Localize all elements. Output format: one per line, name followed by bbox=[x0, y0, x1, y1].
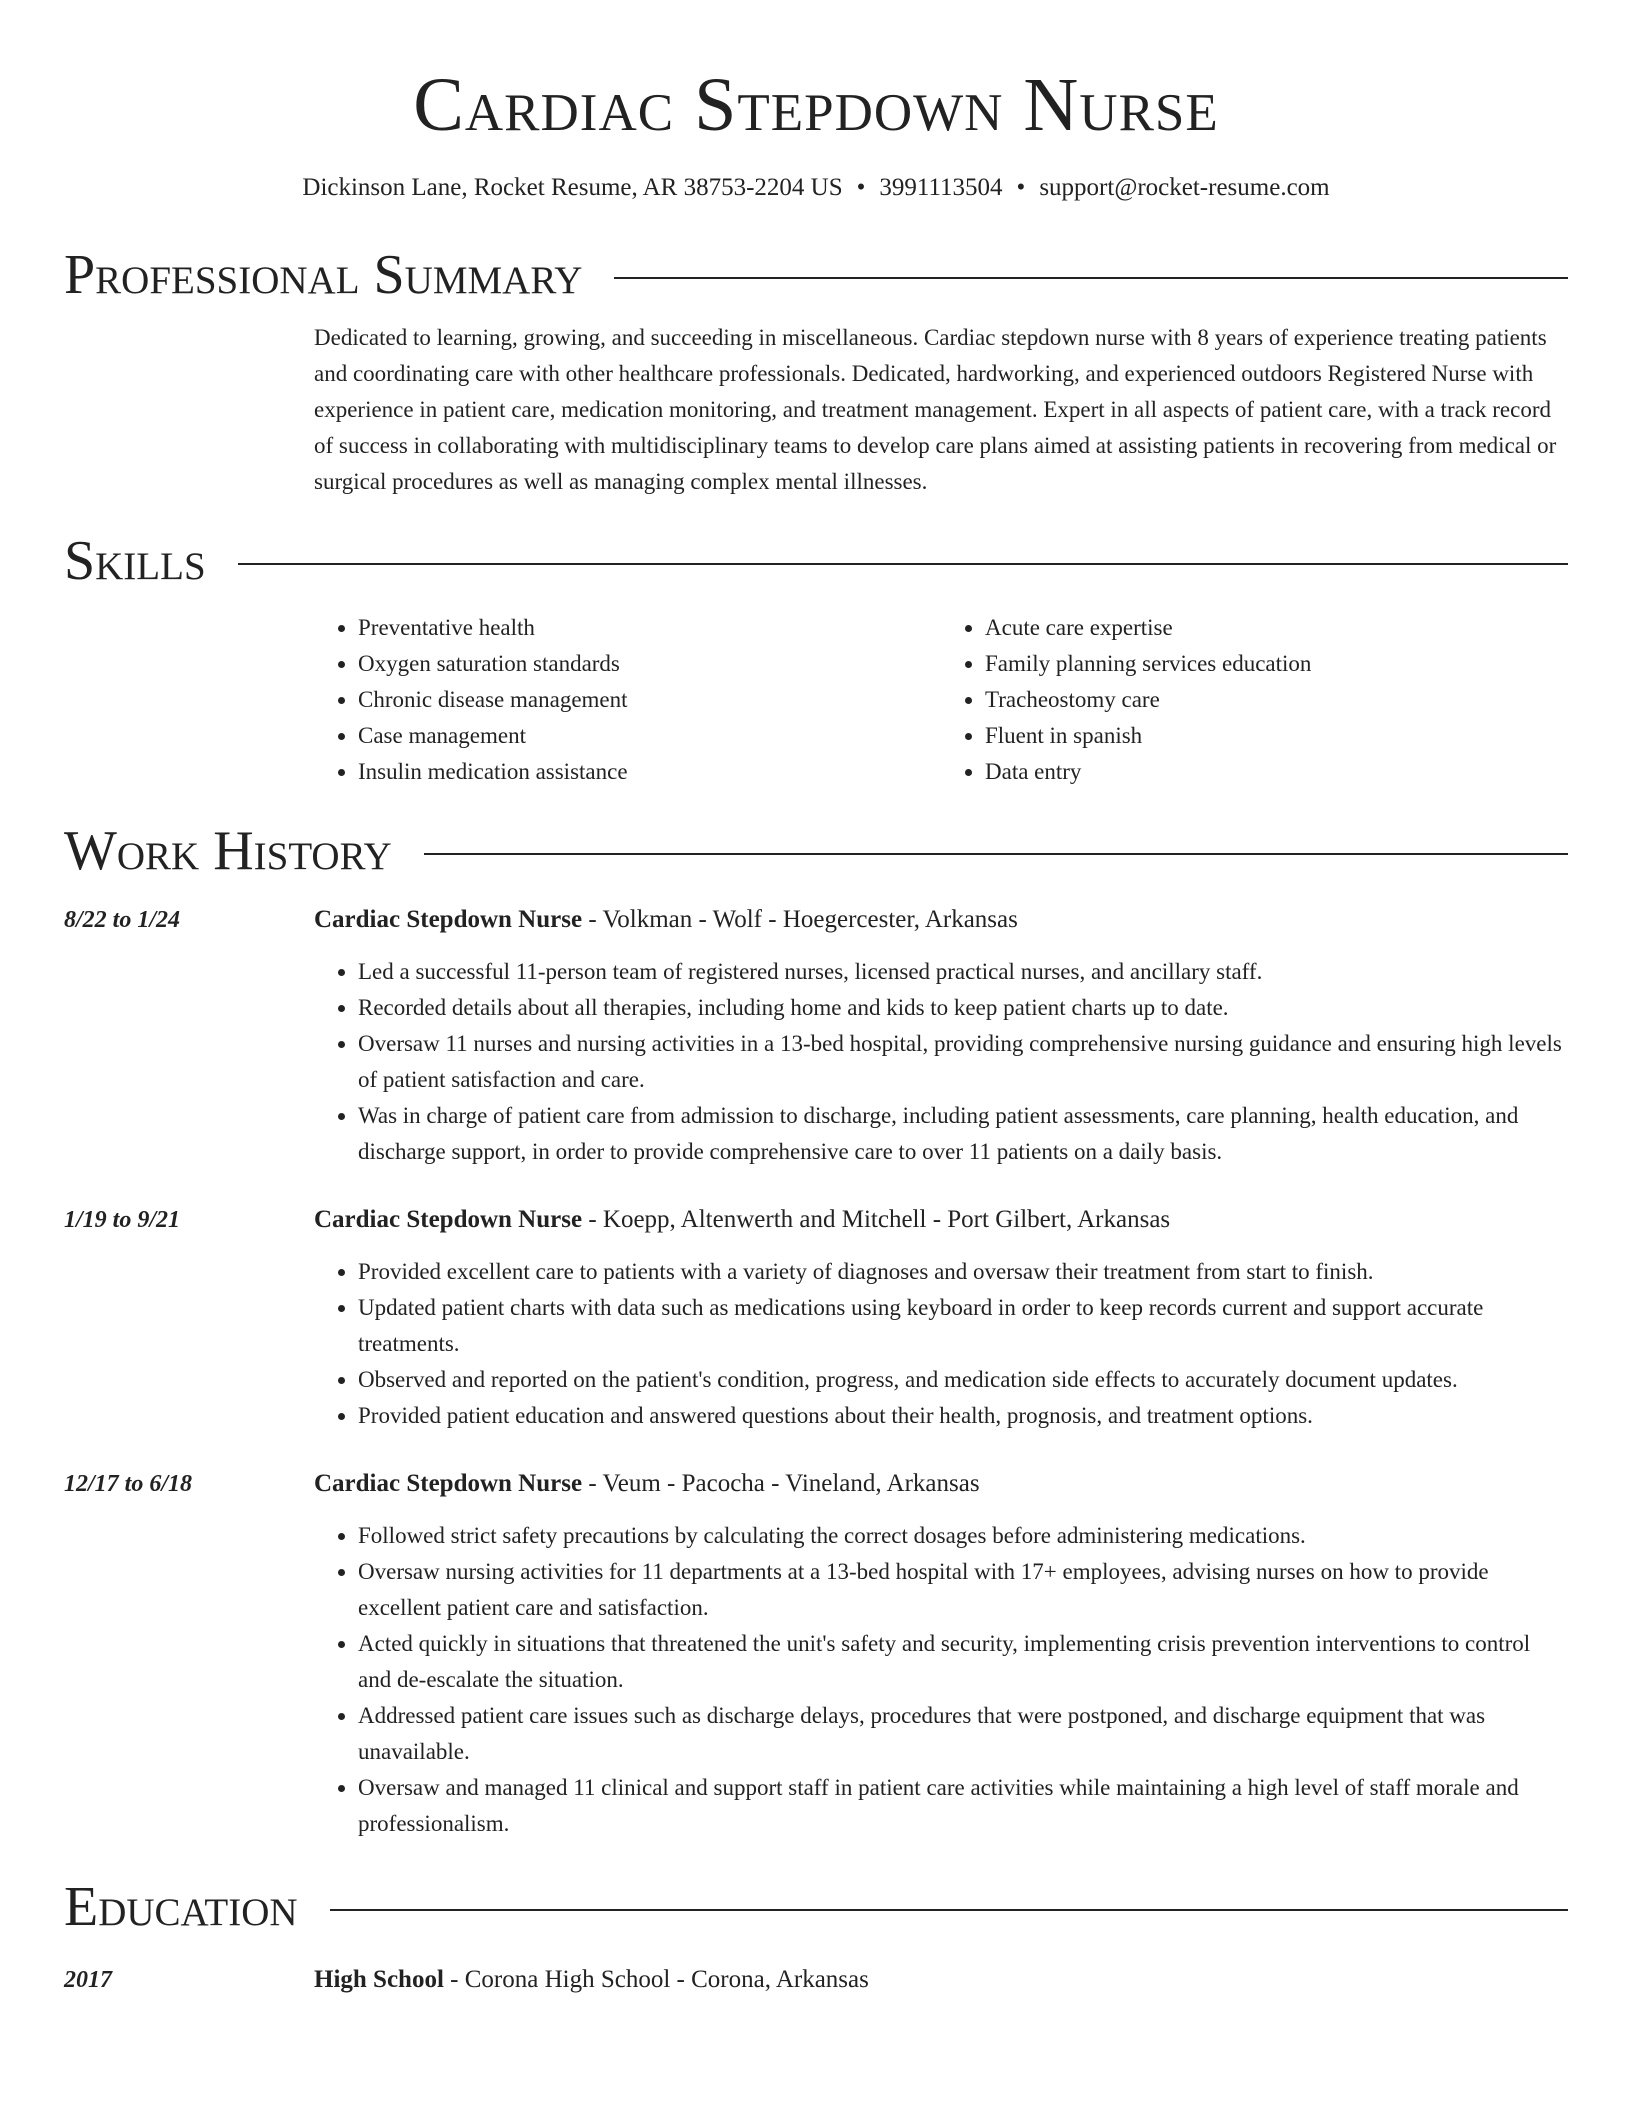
education-degree: High School bbox=[314, 1966, 444, 1993]
job-entry bbox=[64, 1202, 1568, 1434]
contact-line bbox=[64, 172, 1568, 204]
education-content bbox=[314, 1962, 1568, 1998]
job-content bbox=[314, 1466, 1568, 1842]
job-bullet: • Addressed patient care issues such as discharge delays, procedures that were postponed, and discharge equipment that was unavailable. bbox=[358, 1698, 1568, 1770]
contact-separator: • bbox=[1016, 174, 1026, 201]
skills-section-title: Skills bbox=[64, 530, 206, 592]
skill-item: • Fluent in spanish bbox=[985, 718, 1568, 754]
job-bullet: • Oversaw nursing activities for 11 departments at a 13-bed hospital with 17+ employees, advising nurses on how to provide excellent patient care and satisfaction. bbox=[358, 1554, 1568, 1626]
job-heading bbox=[314, 1466, 1568, 1502]
skill-item: • Insulin medication assistance bbox=[358, 754, 941, 790]
job-heading bbox=[314, 902, 1568, 938]
education-school: - Corona High School - Corona, Arkansas bbox=[443, 1966, 869, 1993]
contact-email: support@rocket-resume.com bbox=[1039, 174, 1330, 201]
summary-text: Dedicated to learning, growing, and succeeding in miscellaneous. Cardiac stepdown nurse with 8 years of experience treating patients and coordinating care with other healthcare professionals. Dedicated, hardworking, and experienced outdoors Registered Nurse with experience in patient care, medication monitoring, and treatment management. Expert in all aspects of patient care, with a track record of success in collaborating with multidisciplinary teams to develop care plans aimed at assisting patients in recovering from medical or surgical procedures as well as managing complex mental illnesses. bbox=[314, 325, 1557, 494]
job-employer: - Veum - Pacocha - Vineland, Arkansas bbox=[582, 1470, 980, 1497]
job-entry bbox=[64, 1466, 1568, 1842]
job-employer: - Koepp, Altenwerth and Mitchell - Port Gilbert, Arkansas bbox=[582, 1206, 1171, 1233]
job-dates: 12/17 to 6/18 bbox=[64, 1471, 193, 1497]
skills-column-right bbox=[941, 610, 1568, 790]
section-divider bbox=[424, 853, 1568, 855]
work-section-header bbox=[64, 816, 1568, 886]
skills-section-header bbox=[64, 526, 1568, 596]
education-year: 2017 bbox=[64, 1967, 112, 1993]
job-dates: 1/19 to 9/21 bbox=[64, 1207, 181, 1233]
job-bullet: • Acted quickly in situations that threatened the unit's safety and security, implementing crisis prevention interventions to control and de-escalate the situation. bbox=[358, 1626, 1568, 1698]
job-title: Cardiac Stepdown Nurse bbox=[314, 1206, 583, 1233]
job-bullets bbox=[314, 1254, 1568, 1434]
skill-item: • Acute care expertise bbox=[985, 610, 1568, 646]
education-section-header bbox=[64, 1872, 1568, 1942]
section-divider bbox=[238, 563, 1568, 565]
skills-column-left bbox=[314, 610, 941, 790]
job-bullet: • Led a successful 11-person team of registered nurses, licensed practical nurses, and ancillary staff. bbox=[358, 954, 1568, 990]
job-bullet: • Provided patient education and answered questions about their health, prognosis, and treatment options. bbox=[358, 1398, 1568, 1434]
summary-section-title: Professional Summary bbox=[64, 244, 583, 306]
job-employer: - Volkman - Wolf - Hoegercester, Arkansas bbox=[582, 906, 1018, 933]
job-bullet: • Updated patient charts with data such as medications using keyboard in order to keep records current and support accurate treatments. bbox=[358, 1290, 1568, 1362]
skill-item: • Oxygen saturation standards bbox=[358, 646, 941, 682]
job-entry bbox=[64, 902, 1568, 1170]
skill-item: • Data entry bbox=[985, 754, 1568, 790]
skill-item: • Family planning services education bbox=[985, 646, 1568, 682]
skills-list bbox=[314, 610, 1568, 790]
job-bullet: • Provided excellent care to patients with a variety of diagnoses and oversaw their treatment from start to finish. bbox=[358, 1254, 1568, 1290]
job-bullet: • Observed and reported on the patient's condition, progress, and medication side effects to accurately document updates. bbox=[358, 1362, 1568, 1398]
job-dates: 8/22 to 1/24 bbox=[64, 907, 181, 933]
contact-address: Dickinson Lane, Rocket Resume, AR 38753-2204 US bbox=[302, 174, 843, 201]
job-title: Cardiac Stepdown Nurse bbox=[314, 1470, 583, 1497]
resume-name: Cardiac Stepdown Nurse bbox=[413, 63, 1219, 147]
education-heading bbox=[314, 1962, 1568, 1998]
job-bullets bbox=[314, 954, 1568, 1170]
resume-page bbox=[64, 0, 1568, 1998]
contact-phone: 3991113504 bbox=[879, 174, 1003, 201]
job-bullet: • Oversaw and managed 11 clinical and support staff in patient care activities while maintaining a high level of staff morale and professionalism. bbox=[358, 1770, 1568, 1842]
job-bullet: • Recorded details about all therapies, including home and kids to keep patient charts up to date. bbox=[358, 990, 1568, 1026]
job-bullet: • Followed strict safety precautions by calculating the correct dosages before administering medications. bbox=[358, 1518, 1568, 1554]
job-heading bbox=[314, 1202, 1568, 1238]
job-title: Cardiac Stepdown Nurse bbox=[314, 906, 583, 933]
education-entry bbox=[64, 1962, 1568, 1998]
skill-item: • Case management bbox=[358, 718, 941, 754]
job-content bbox=[314, 902, 1568, 1170]
education-section-title: Education bbox=[64, 1876, 298, 1938]
job-bullets bbox=[314, 1518, 1568, 1842]
work-section-title: Work History bbox=[64, 820, 392, 882]
job-content bbox=[314, 1202, 1568, 1434]
section-divider bbox=[330, 1909, 1568, 1911]
contact-separator: • bbox=[856, 174, 866, 201]
job-bullet: • Oversaw 11 nurses and nursing activities in a 13-bed hospital, providing comprehensive nursing guidance and ensuring high levels of patient satisfaction and care. bbox=[358, 1026, 1568, 1098]
skill-item: • Preventative health bbox=[358, 610, 941, 646]
skill-item: • Tracheostomy care bbox=[985, 682, 1568, 718]
skill-item: • Chronic disease management bbox=[358, 682, 941, 718]
section-divider bbox=[614, 277, 1568, 279]
job-bullet: • Was in charge of patient care from admission to discharge, including patient assessments, care planning, health education, and discharge support, in order to provide comprehensive care to over 11 patients on a daily basis. bbox=[358, 1098, 1568, 1170]
summary-section-header bbox=[64, 240, 1568, 310]
